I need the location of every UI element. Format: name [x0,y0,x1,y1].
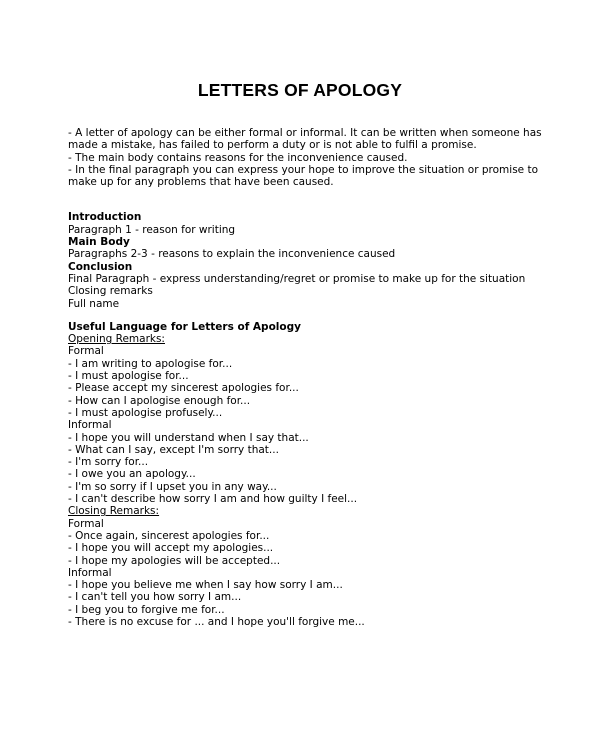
phrase-item: - Please accept my sincerest apologies for... [68,382,299,395]
intro-line: make up for any problems that have been caused. [68,176,334,189]
intro-line: made a mistake, has failed to perform a duty or is not able to fulfil a promise. [68,139,477,152]
phrase-item: - I'm so sorry if I upset you in any way... [68,480,277,493]
phrase-item: - How can I apologise enough for... [68,394,251,407]
phrase-item: - I hope my apologies will be accepted... [68,554,281,567]
useful-language-heading: Useful Language for Letters of Apology [68,320,301,333]
phrase-item: - There is no excuse for ... and I hope you'll forgive me... [68,615,365,628]
conclusion-line: Final Paragraph - express understanding/regret or promise to make up for the situation [68,272,526,285]
phrase-item: - I must apologise for... [68,370,189,383]
phrase-item: - I can't describe how sorry I am and how guilty I feel... [68,493,358,506]
main-body-text: Paragraphs 2-3 - reasons to explain the inconvenience caused [68,248,396,261]
phrase-item: - I hope you believe me when I say how sorry I am... [68,579,343,592]
introduction-heading: Introduction [68,211,142,224]
document-body [68,127,542,628]
useful-language-section [68,321,538,628]
phrase-item: - I'm sorry for... [68,456,149,469]
introduction-text: Paragraph 1 - reason for writing [68,223,236,236]
intro-line: - In the final paragraph you can express your hope to improve the situation or promise to [68,163,538,176]
phrase-item: - I am writing to apologise for... [68,357,233,370]
conclusion-line: Closing remarks [68,285,153,298]
structure-section [68,211,538,309]
intro-section [68,127,542,189]
closing-remarks-heading: Closing Remarks: [68,505,160,518]
intro-line: - A letter of apology can be either formal or informal. It can be written when someone has [68,127,542,139]
intro-line: - The main body contains reasons for the inconvenience caused. [68,151,408,164]
closing-informal-label: Informal [68,566,112,579]
spacer [68,310,538,321]
phrase-item: - Once again, sincerest apologies for... [68,529,270,542]
phrase-item: - What can I say, except I'm sorry that... [68,443,279,456]
closing-formal-label: Formal [68,517,104,530]
main-body-heading: Main Body [68,236,130,249]
page-title: LETTERS OF APOLOGY [197,80,403,100]
phrase-item: - I owe you an apology... [68,468,196,481]
spacer [68,188,538,211]
conclusion-heading: Conclusion [68,260,133,273]
conclusion-line: Full name [68,297,120,310]
phrase-item: - I can't tell you how sorry I am... [68,591,242,604]
phrase-item: - I beg you to forgive me for... [68,603,225,616]
opening-informal-label: Informal [68,419,112,432]
phrase-item: - I must apologise profusely... [68,406,223,419]
opening-formal-label: Formal [68,345,104,358]
opening-remarks-heading: Opening Remarks: [68,333,165,346]
phrase-item: - I hope you will understand when I say that... [68,431,309,444]
phrase-item: - I hope you will accept my apologies... [68,542,274,555]
